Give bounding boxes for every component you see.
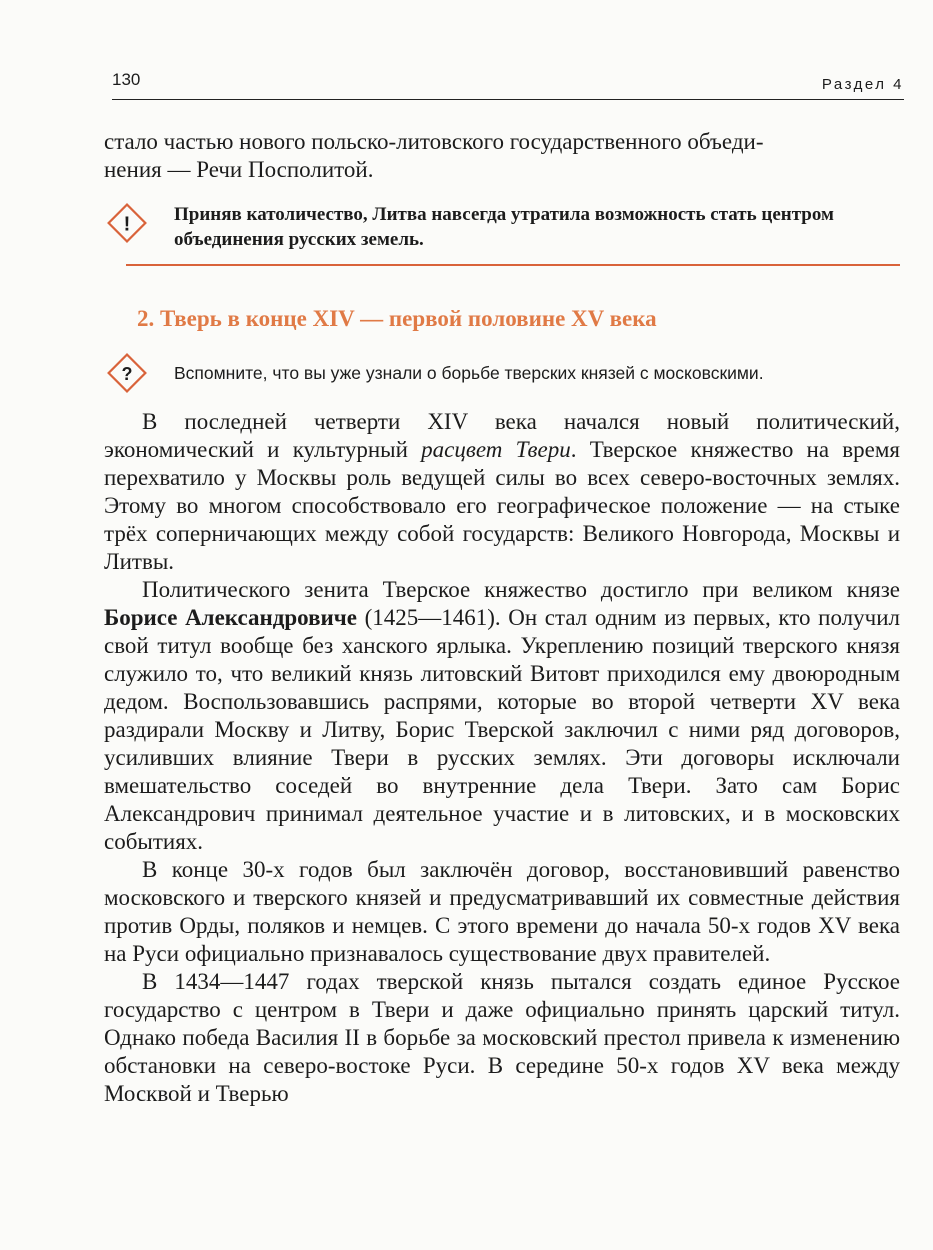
intro-line: нения — Речи Посполитой. — [104, 157, 374, 182]
paragraph-2-text: Политического зенита Тверское княжество достигло при великом князе — [142, 577, 900, 602]
paragraph-1 — [104, 408, 900, 576]
note-text: Приняв католичество, Литва навсегда утратила возможность стать центром объединения русских земель. — [174, 204, 834, 250]
intro-text — [104, 128, 900, 184]
svg-text:?: ? — [121, 364, 133, 384]
important-note — [104, 198, 900, 266]
intro-line: стало частью нового польско-литовского государственного объеди- — [104, 129, 764, 154]
svg-text:!: ! — [123, 213, 131, 236]
emphasis-term: расцвет Твери — [421, 437, 571, 462]
section-title: 2. Тверь в конце XIV — первой половине XV века — [137, 306, 657, 331]
key-person: Борисе Александровиче — [104, 605, 357, 630]
question-text: Вспомните, что вы уже узнали о борьбе тверских князей с московскими. — [174, 363, 764, 383]
page-header — [112, 68, 904, 100]
paragraph-1-text: В последней четверти XIV века начался новый политический, экономический и культурный — [104, 409, 900, 462]
paragraph-4: В 1434—1447 годах тверской князь пытался создать единое Русское государство с центром в Твери и даже официально принять царский титул. Однако победа Василия II в борьбе за московский престол привела к изменению обстановки на северо-востоке Руси. В середине 50-х годов XV века между Москвой и Тверью — [104, 969, 900, 1106]
header-divider — [112, 99, 904, 100]
review-question — [104, 352, 900, 396]
paragraph-1-text-end: . Тверское княжество на время перехватило у Москвы роль ведущей силы во всех северо-восточных землях. Этому во многом способствовало его географическое положение — на стыке трёх соперничающих между собой государств: Великого Новгорода, Москвы и Литвы. — [104, 437, 900, 574]
page-number: 130 — [112, 70, 141, 89]
note-divider — [126, 264, 900, 266]
body-text — [104, 408, 900, 1108]
exclamation-icon — [106, 202, 148, 244]
paragraph-2-text-end: (1425—1461). Он стал одним из первых, кто получил свой титул вообще без ханского ярлыка. Укреплению позиций тверского князя служило то, что великий князь литовский Витовт приходился ему двоюродным дедом. Воспользовавшись распрями, которые во второй четверти XV века раздирали Москву и Литву, Борис Тверской заключил с ними ряд договоров, усиливших влияние Твери в русских землях. Эти договоры исключали вмешательство соседей во внутренние дела Твери. Зато сам Борис Александрович принимал деятельное участие и в литовских, и в московских событиях. — [104, 605, 901, 854]
question-icon — [106, 352, 148, 394]
paragraph-3: В конце 30-х годов был заключён договор, восстановивший равенство московского и тверского князей и предусматривавший их совместные действия против Орды, поляков и немцев. С этого времени до начала 50-х годов XV века на Руси официально признавалось существование двух правителей. — [104, 857, 900, 966]
paragraph-2 — [104, 576, 900, 856]
section-label: Раздел 4 — [821, 76, 904, 93]
